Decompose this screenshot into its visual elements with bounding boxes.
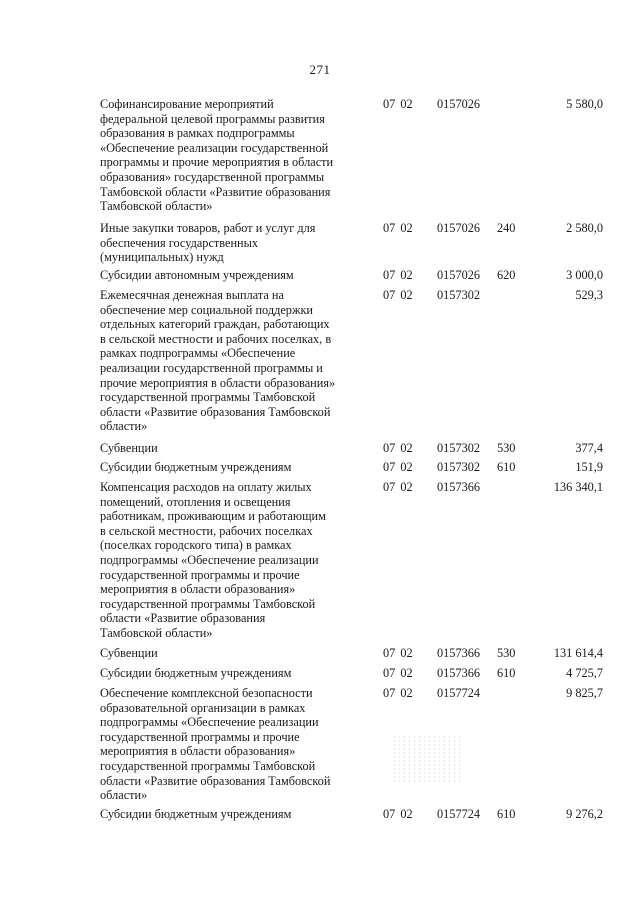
description-line: федеральной целевой программы развития — [100, 111, 325, 126]
row-target-code: 0157366 — [437, 666, 481, 680]
description-line: образования в рамках подпрограммы — [100, 126, 295, 141]
description-line: программы и прочие мероприятия в области — [100, 155, 334, 170]
row-description — [100, 480, 362, 641]
description-line: государственной программы и прочие — [100, 729, 300, 744]
description-line: прочие мероприятия в области образования» — [100, 375, 336, 390]
row-amount: 2 580,0 — [566, 221, 603, 235]
row-section-code: 07 02 — [383, 480, 413, 494]
row-amount: 9 276,2 — [566, 807, 603, 821]
description-line: «Обеспечение реализации государственной — [100, 140, 329, 155]
row-description — [100, 221, 362, 265]
row-amount: 136 340,1 — [553, 480, 603, 494]
description-line: области «Развитие образования Тамбовской — [100, 404, 331, 419]
scan-noise — [392, 735, 462, 783]
row-section-code: 07 02 — [383, 268, 413, 282]
description-line: Субсидии бюджетным учреждениям — [100, 807, 292, 821]
row-target-code: 0157302 — [437, 441, 481, 455]
description-line: рамках подпрограммы «Обеспечение — [100, 346, 296, 361]
row-amount: 3 000,0 — [566, 268, 603, 282]
row-expense-type: 610 — [497, 460, 516, 474]
row-section-code: 07 02 — [383, 288, 413, 302]
description-line: Субсидии бюджетным учреждениям — [100, 666, 292, 680]
description-line: государственной программы Тамбовской — [100, 390, 316, 405]
row-target-code: 0157026 — [437, 268, 481, 282]
description-line: государственной программы Тамбовской — [100, 596, 316, 611]
row-expense-type: 240 — [497, 221, 516, 235]
description-line: Субсидии автономным учреждениям — [100, 268, 294, 282]
description-line: отдельных категорий граждан, работающих — [100, 317, 330, 332]
description-line: Тамбовской области» — [100, 625, 213, 640]
description-line: (муниципальных) нужд — [100, 250, 224, 265]
description-line: образования» государственной программы — [100, 169, 325, 184]
description-line: в сельской местности и рабочих поселках, в — [100, 331, 332, 346]
row-amount: 5 580,0 — [566, 97, 603, 111]
description-line: области «Развитие образования — [100, 611, 266, 626]
row-amount: 131 614,4 — [553, 646, 603, 660]
row-section-code: 07 02 — [383, 646, 413, 660]
description-line: государственной программы и прочие — [100, 567, 300, 582]
row-target-code: 0157302 — [437, 288, 481, 302]
row-description — [100, 288, 362, 434]
row-section-code: 07 02 — [383, 221, 413, 235]
row-expense-type: 530 — [497, 646, 516, 660]
description-line: Субсидии бюджетным учреждениям — [100, 460, 292, 474]
row-target-code: 0157026 — [437, 97, 481, 111]
row-target-code: 0157366 — [437, 480, 481, 494]
description-line: Компенсация расходов на оплату жилых — [100, 480, 312, 494]
row-section-code: 07 02 — [383, 97, 413, 111]
row-section-code: 07 02 — [383, 686, 413, 700]
row-target-code: 0157724 — [437, 686, 481, 700]
row-amount: 9 825,7 — [566, 686, 603, 700]
description-line: Тамбовской области» — [100, 199, 213, 214]
row-description — [100, 686, 362, 803]
row-expense-type: 620 — [497, 268, 516, 282]
row-description — [100, 460, 362, 475]
description-line: реализации государственной программы и — [100, 360, 323, 375]
row-section-code: 07 02 — [383, 460, 413, 474]
description-line: в сельской местности, рабочих поселках — [100, 523, 313, 538]
description-line: мероприятия в области образования» — [100, 582, 296, 597]
row-amount: 529,3 — [575, 288, 603, 302]
description-line: Обеспечение комплексной безопасности — [100, 686, 313, 700]
description-line: Иные закупки товаров, работ и услуг для — [100, 221, 316, 235]
row-description — [100, 268, 362, 283]
row-description — [100, 646, 362, 661]
description-line: области «Развитие образования Тамбовской — [100, 773, 331, 788]
row-section-code: 07 02 — [383, 807, 413, 821]
row-description — [100, 97, 362, 214]
description-line: Софинансирование мероприятий — [100, 97, 274, 111]
row-description — [100, 666, 362, 681]
row-amount: 151,9 — [575, 460, 603, 474]
row-section-code: 07 02 — [383, 666, 413, 680]
description-line: подпрограммы «Обеспечение реализации — [100, 552, 319, 567]
row-target-code: 0157724 — [437, 807, 481, 821]
description-line: помещений, отопления и освещения — [100, 494, 291, 509]
description-line: образовательной организации в рамках — [100, 700, 306, 715]
row-expense-type: 610 — [497, 807, 516, 821]
description-line: подпрограммы «Обеспечение реализации — [100, 715, 319, 730]
row-amount: 377,4 — [575, 441, 603, 455]
row-description — [100, 441, 362, 456]
description-line: Ежемесячная денежная выплата на — [100, 288, 284, 302]
row-target-code: 0157302 — [437, 460, 481, 474]
row-section-code: 07 02 — [383, 441, 413, 455]
description-line: мероприятия в области образования» — [100, 744, 296, 759]
description-line: области» — [100, 788, 148, 803]
page-number: 271 — [309, 62, 331, 77]
row-target-code: 0157366 — [437, 646, 481, 660]
description-line: Субвенции — [100, 441, 158, 455]
row-expense-type: 610 — [497, 666, 516, 680]
row-expense-type: 530 — [497, 441, 516, 455]
row-description — [100, 807, 362, 822]
description-line: государственной программы Тамбовской — [100, 758, 316, 773]
description-line: обеспечения государственных — [100, 235, 259, 250]
description-line: работникам, проживающим и работающим — [100, 509, 326, 524]
description-line: (поселках городского типа) в рамках — [100, 538, 292, 553]
description-line: Тамбовской области «Развитие образования — [100, 184, 331, 199]
row-amount: 4 725,7 — [566, 666, 603, 680]
description-line: обеспечение мер социальной поддержки — [100, 302, 314, 317]
row-target-code: 0157026 — [437, 221, 481, 235]
description-line: Субвенции — [100, 646, 158, 660]
description-line: области» — [100, 419, 148, 434]
